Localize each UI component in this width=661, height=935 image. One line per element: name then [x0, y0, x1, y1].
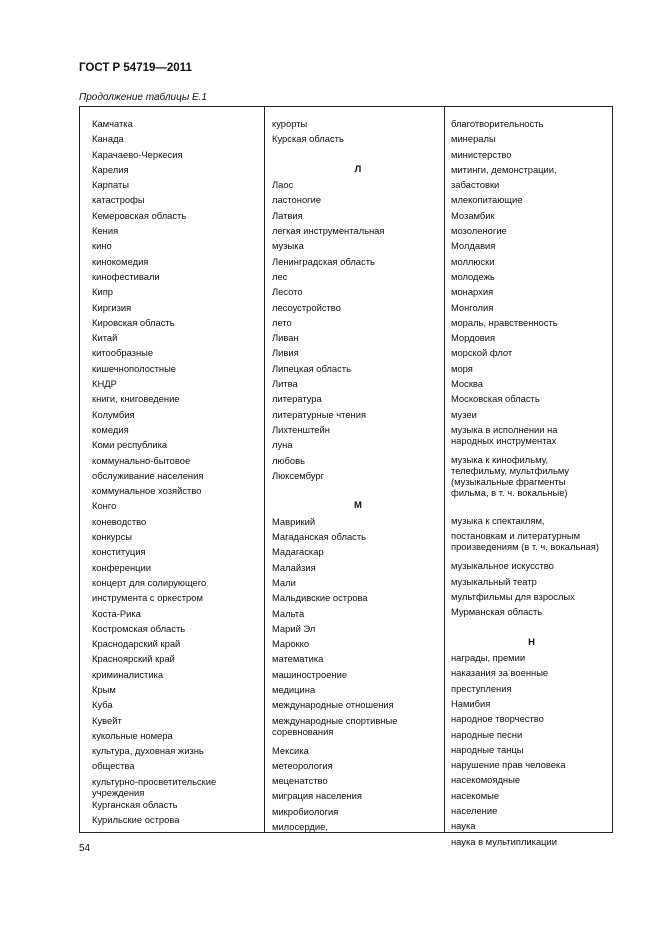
index-entry: Мали: [272, 576, 296, 588]
index-entry: кишечнополостные: [92, 362, 177, 374]
index-entry: Мурманская область: [451, 606, 543, 618]
index-entry: министерство: [451, 148, 512, 160]
index-entry: конкурсы: [92, 531, 133, 543]
section-letter: М: [354, 500, 362, 512]
index-entry: Кения: [92, 225, 119, 237]
index-entry: Костромская область: [92, 622, 186, 634]
index-entry-line: международные спортивные: [272, 714, 398, 726]
index-entry: народные песни: [451, 728, 523, 740]
index-entry: Лесото: [272, 286, 303, 298]
index-entry: минералы: [451, 133, 496, 145]
index-entry-line: соревнования: [272, 725, 334, 737]
index-entry: благотворительность: [451, 118, 544, 129]
index-entry: Намибия: [451, 697, 491, 709]
index-entry: Лаос: [272, 179, 294, 191]
index-entry: милосердие,: [272, 821, 328, 833]
index-entry: мораль, нравственность: [451, 316, 558, 328]
index-entry: наука в мультипликации: [451, 835, 558, 847]
index-entry: Карпаты: [92, 179, 130, 191]
index-entry: миграция населения: [272, 790, 362, 802]
index-entry: Липецкая область: [272, 362, 351, 374]
index-entry: Киргизия: [92, 301, 132, 313]
index-entry: Мордовия: [451, 332, 496, 344]
index-entry: Канада: [92, 133, 124, 145]
index-entry: музыка к спектаклям,: [451, 514, 545, 526]
index-entry: литература: [272, 393, 322, 405]
index-entry: конференции: [92, 561, 151, 573]
index-entry: [92, 776, 264, 799]
index-entry: Маврикий: [272, 515, 316, 527]
index-entry: музеи: [451, 408, 477, 420]
index-entry: преступления: [451, 682, 512, 694]
index-entry: лесоустройство: [272, 301, 341, 313]
index-entry: насекомоядные: [451, 774, 521, 786]
index-entry: Карачаево-Черкесия: [92, 148, 183, 160]
index-entry: Коста-Рика: [92, 607, 141, 619]
table-caption: Продолжение таблицы Е.1: [79, 92, 207, 103]
index-entry-line: музыка в исполнении на: [451, 423, 558, 435]
index-entry: Крым: [92, 683, 116, 695]
index-entry: криминалистика: [92, 668, 164, 680]
index-entry: Марий Эл: [272, 622, 316, 634]
index-entry: Марокко: [272, 638, 310, 650]
index-entry: кинофестивали: [92, 270, 160, 282]
index-entry: музыкальный театр: [451, 575, 537, 587]
index-entry: математика: [272, 653, 324, 665]
index-entry: КНДР: [92, 378, 117, 390]
index-entry: литературные чтения: [272, 408, 367, 420]
index-entry: молодежь: [451, 270, 495, 282]
index-entry: мозоленогие: [451, 225, 507, 237]
index-entry: Москва: [451, 378, 484, 390]
index-entry: Мадагаскар: [272, 546, 324, 558]
index-entry: наука: [451, 820, 476, 832]
document-header: ГОСТ Р 54719—2011: [79, 62, 192, 74]
index-entry: Люксембург: [272, 469, 325, 481]
page-number: 54: [79, 843, 91, 854]
index-entry: кино: [92, 240, 112, 252]
index-entry: наказания за военные: [451, 667, 549, 679]
index-entry: Колумбия: [92, 408, 135, 420]
index-entry: кукольные номера: [92, 729, 173, 741]
index-entry: Латвия: [272, 209, 303, 221]
index-entry: лес: [272, 270, 288, 282]
index-entry: Лихтенштейн: [272, 423, 330, 435]
index-entry: монархия: [451, 286, 494, 298]
index-entry: забастовки: [451, 179, 500, 191]
index-entry-line: музыка к кинофильму,: [451, 453, 549, 465]
index-entry: ластоногие: [272, 194, 322, 206]
index-entry: Ливан: [272, 332, 299, 344]
index-entry: медицина: [272, 683, 316, 695]
index-entry-line: народных инструментах: [451, 434, 557, 446]
index-entry: морской флот: [451, 347, 513, 359]
index-entry: Молдавия: [451, 240, 496, 252]
index-entry: Мальдивские острова: [272, 592, 368, 604]
index-entry: Литва: [272, 378, 298, 390]
index-entry: народное творчество: [451, 713, 544, 725]
index-entry: млекопитающие: [451, 194, 523, 206]
index-entry: кинокомедия: [92, 255, 149, 267]
section-letter: Л: [354, 163, 362, 175]
index-entry: Мексика: [272, 744, 309, 756]
index-entry: [272, 715, 444, 745]
index-entry-line: фильма, в т. ч. вокальные): [451, 486, 568, 498]
index-entry: Магаданская область: [272, 531, 367, 543]
index-entry: коммунальное хозяйство: [92, 485, 202, 497]
index-entry: катастрофы: [92, 194, 145, 206]
index-entry: Кировская область: [92, 316, 175, 328]
index-entry: [451, 454, 612, 515]
index-entry: Малайзия: [272, 561, 316, 573]
index-entry: моря: [451, 362, 473, 374]
index-entry: комедия: [92, 423, 129, 435]
index-entry: обслуживание населения: [92, 469, 204, 481]
index-entry: Китай: [92, 332, 118, 344]
index-entry: легкая инструментальная: [272, 225, 385, 237]
section-letter: Н: [528, 636, 535, 648]
index-entry: Конго: [92, 500, 117, 512]
index-entry: Монголия: [451, 301, 494, 313]
index-entry: мультфильмы для взрослых: [451, 590, 575, 602]
index-entry: концерт для солирующего: [92, 576, 207, 588]
index-entry: инструмента с оркестром: [92, 592, 203, 604]
index-entry: культура, духовная жизнь: [92, 745, 204, 757]
index-entry: [451, 530, 612, 560]
table-column-1: [80, 107, 265, 832]
index-entry: микробиология: [272, 805, 339, 817]
index-entry: Ливия: [272, 347, 299, 359]
index-entry: Куба: [92, 699, 113, 711]
index-entry-line: постановкам и литературным: [451, 530, 581, 542]
index-entry: Карелия: [92, 163, 129, 175]
index-table: [79, 106, 613, 847]
index-entry: Краснодарский край: [92, 638, 181, 650]
table-column-2: [265, 107, 445, 832]
index-entry: Курская область: [272, 133, 344, 145]
index-entry: Мальта: [272, 607, 305, 619]
index-entry: курорты: [272, 118, 308, 129]
index-entry-line: культурно-просветительские: [92, 775, 217, 787]
index-entry: [451, 424, 612, 454]
index-entry: метеорология: [272, 759, 333, 771]
index-entry: Камчатка: [92, 118, 133, 129]
index-entry: Красноярский край: [92, 653, 175, 665]
index-entry: насекомые: [451, 789, 500, 801]
index-entry: Мозамбик: [451, 209, 495, 221]
index-entry: награды, премии: [451, 652, 526, 664]
index-entry: книги, книговедение: [92, 393, 180, 405]
index-entry: Ленинградская область: [272, 255, 375, 267]
index-entry: Курильские острова: [92, 814, 180, 826]
index-entry: моллюски: [451, 255, 495, 267]
index-entry: население: [451, 804, 498, 816]
index-entry: коммунально-бытовое: [92, 454, 191, 466]
index-entry: Кувейт: [92, 714, 122, 726]
index-entry: музыка: [272, 240, 304, 252]
index-entry: Кемеровская область: [92, 209, 187, 221]
index-entry-line: (музыкальные фрагменты: [451, 475, 566, 487]
index-entry: нарушение прав человека: [451, 759, 566, 771]
index-entry: коневодство: [92, 515, 147, 527]
table-column-3: [445, 107, 612, 847]
index-entry: Курганская область: [92, 798, 178, 810]
index-entry: китообразные: [92, 347, 154, 359]
index-entry: Кипр: [92, 286, 113, 298]
index-entry: общества: [92, 760, 135, 772]
index-entry: международные отношения: [272, 699, 394, 711]
index-entry: народные танцы: [451, 743, 524, 755]
index-entry-line: телефильму, мультфильму: [451, 464, 570, 476]
index-entry: машиностроение: [272, 668, 348, 680]
index-entry: меценатство: [272, 775, 328, 787]
index-entry: любовь: [272, 454, 305, 466]
index-entry-line: учреждения: [92, 786, 145, 798]
index-entry-line: произведениям (в т. ч. вокальная): [451, 541, 599, 553]
index-entry: конституция: [92, 546, 146, 558]
index-entry: Коми республика: [92, 439, 168, 451]
index-entry: митинги, демонстрации,: [451, 163, 557, 175]
index-entry: луна: [272, 439, 293, 451]
index-entry: музыкальное искусство: [451, 560, 554, 572]
index-entry: лето: [272, 316, 292, 328]
index-entry: Московская область: [451, 393, 540, 405]
